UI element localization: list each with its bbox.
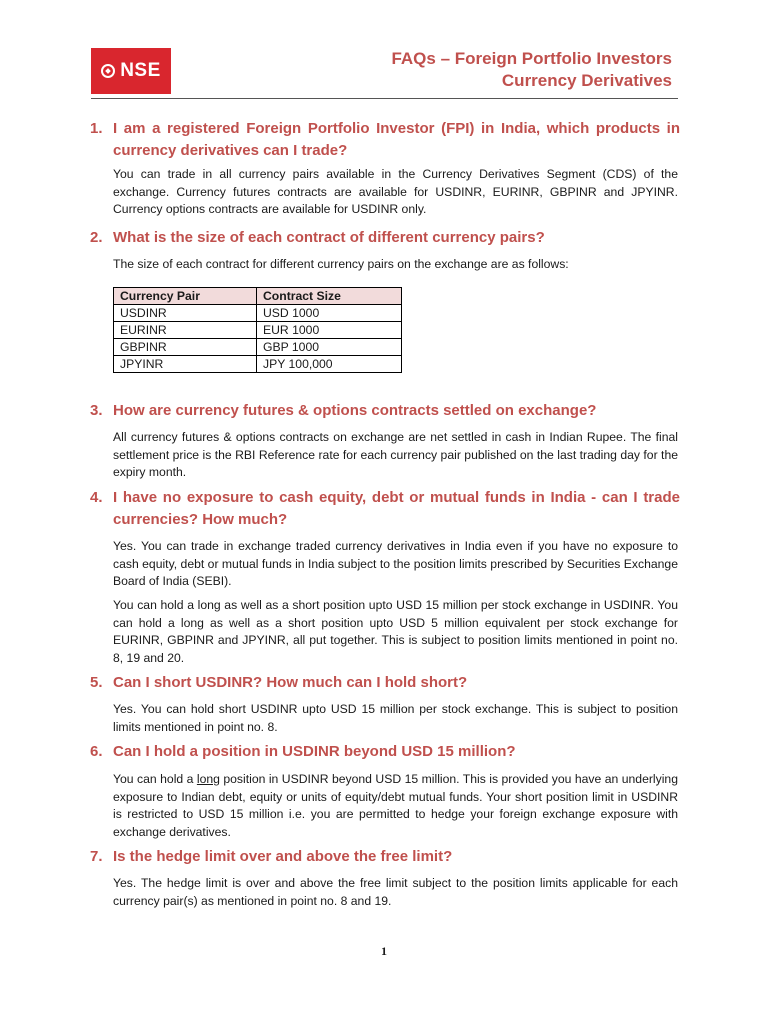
faq-question-6	[90, 741, 680, 763]
table-row	[114, 339, 402, 356]
question-number: 5.	[90, 674, 103, 691]
answer-text-pre: You can hold a	[113, 772, 197, 786]
faq-question-5	[90, 672, 680, 694]
question-number: 3.	[90, 402, 103, 419]
currency-pair-cell: USDINR	[114, 305, 257, 322]
faq-answer-2: The size of each contract for different currency pairs on the exchange are as follows:	[113, 257, 569, 271]
contract-size-cell: JPY 100,000	[257, 356, 402, 373]
answer-text-underlined: long	[196, 772, 220, 786]
faq-answer-3: All currency futures & options contracts on exchange are net settled in cash in Indian Rupee. The final settlement price is the RBI Reference rate for each currency pair published on the last trading day for the expiry month.	[113, 430, 678, 479]
contract-size-cell: EUR 1000	[257, 322, 402, 339]
question-text: I am a registered Foreign Portfolio Investor (FPI) in India, which products in currency derivatives can I trade?	[113, 120, 680, 159]
contract-size-table	[113, 287, 402, 373]
question-text: Can I short USDINR? How much can I hold short?	[113, 674, 468, 691]
title-line-1: FAQs – Foreign Portfolio Investors	[391, 49, 672, 68]
title-line-2: Currency Derivatives	[501, 71, 672, 90]
table-row	[114, 305, 402, 322]
faq-question-1	[90, 118, 680, 162]
question-number: 1.	[90, 120, 103, 137]
nse-logo	[91, 48, 171, 94]
question-number: 6.	[90, 743, 103, 760]
header-divider	[91, 98, 678, 99]
table-row	[114, 356, 402, 373]
question-text: How are currency futures & options contracts settled on exchange?	[113, 402, 597, 419]
document-title	[391, 48, 672, 92]
question-text: Can I hold a position in USDINR beyond USD 15 million?	[113, 743, 516, 760]
question-number: 7.	[90, 848, 103, 865]
page-number: 1	[381, 944, 387, 958]
column-header-contract-size: Contract Size	[257, 288, 402, 305]
faq-answer-4b: You can hold a long as well as a short position upto USD 15 million per stock exchange in USDINR. You can hold a long as well as a short position upto USD 5 million equivalent per stock exchange for EURINR, GBPINR and JPYINR, all put together. This is subject to position limits mentioned in point no. 8, 19 and 20.	[113, 598, 678, 665]
currency-pair-cell: EURINR	[114, 322, 257, 339]
answer-text-post: position in USDINR beyond USD 15 million. This is provided you have an underlying exposure to Indian debt, equity or units of equity/debt mutual funds. Your short position limit in USDINR is restricted to USD 15 million i.e. you are permitted to hedge your foreign exchange exposure with exchange derivatives.	[113, 772, 678, 839]
question-text: What is the size of each contract of different currency pairs?	[113, 229, 545, 246]
question-number: 2.	[90, 229, 103, 246]
question-number: 4.	[90, 489, 103, 506]
currency-pair-cell: JPYINR	[114, 356, 257, 373]
faq-answer-7: Yes. The hedge limit is over and above the free limit subject to the position limits applicable for each currency pair(s) as mentioned in point no. 8 and 19.	[113, 876, 678, 908]
faq-question-7	[90, 846, 680, 868]
logo-text: NSE	[120, 60, 161, 81]
faq-answer-4a: Yes. You can trade in exchange traded currency derivatives in India even if you have no exposure to cash equity, debt or mutual funds in India subject to the position limits prescribed by Securities Exchange Board of India (SEBI).	[113, 539, 678, 588]
faq-question-3	[90, 400, 680, 422]
question-text: Is the hedge limit over and above the free limit?	[113, 848, 453, 865]
question-text: I have no exposure to cash equity, debt or mutual funds in India - can I trade currencies? How much?	[113, 489, 680, 528]
faq-answer-1: You can trade in all currency pairs available in the Currency Derivatives Segment (CDS) of the exchange. Currency futures contracts are available for USDINR, EURINR, GBPINR and JPYINR. Currency options contracts are available for USDINR only.	[113, 167, 678, 216]
faq-question-2	[90, 227, 680, 249]
contract-size-cell: GBP 1000	[257, 339, 402, 356]
currency-pair-cell: GBPINR	[114, 339, 257, 356]
table-row	[114, 322, 402, 339]
faq-answer-6	[113, 771, 678, 841]
table-header-row	[114, 288, 402, 305]
contract-size-cell: USD 1000	[257, 305, 402, 322]
nse-logo-icon	[101, 64, 115, 78]
faq-answer-5: Yes. You can hold short USDINR upto USD 15 million per stock exchange. This is subject to position limits mentioned in point no. 8.	[113, 702, 678, 734]
faq-question-4	[90, 487, 680, 531]
column-header-currency-pair: Currency Pair	[114, 288, 257, 305]
